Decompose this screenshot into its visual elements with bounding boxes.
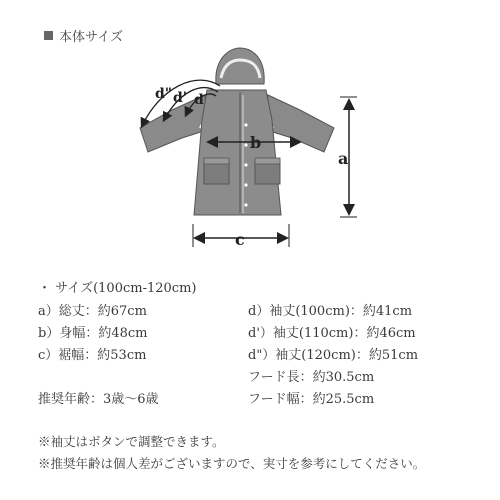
label-d1: d' — [173, 90, 188, 106]
measurement-c: c）裾幅：約53cm — [38, 348, 147, 363]
section-title: 本体サイズ — [59, 30, 123, 45]
label-d: d — [194, 92, 204, 108]
label-a: a — [338, 149, 349, 168]
measurement-d: d）袖丈(100cm)：約41cm — [248, 304, 413, 319]
size-header: ・ サイズ(100cm-120cm) — [38, 281, 197, 296]
hood-length: フード長：約30.5cm — [248, 370, 375, 385]
label-b: b — [250, 133, 262, 152]
note-sleeve-adjust: ※袖丈はボタンで調整できます。 — [38, 434, 225, 449]
measurement-d2: d"）袖丈(120cm)：約51cm — [248, 348, 419, 363]
measurement-d1: d'）袖丈(110cm)：約46cm — [248, 326, 416, 341]
label-c: c — [235, 230, 245, 249]
hood-width: フード幅：約25.5cm — [248, 392, 375, 407]
measurement-a: a）総丈：約67cm — [38, 304, 147, 319]
recommended-age: 推奨年齢：3歳～6歳 — [38, 392, 159, 407]
note-age-disclaimer: ※推奨年齢は個人差がございますので、実寸を参考にしてください。 — [38, 456, 426, 471]
label-d2: d" — [155, 86, 173, 102]
raincoat-illustration — [140, 48, 334, 215]
measurement-b: b）身幅：約48cm — [38, 326, 148, 341]
